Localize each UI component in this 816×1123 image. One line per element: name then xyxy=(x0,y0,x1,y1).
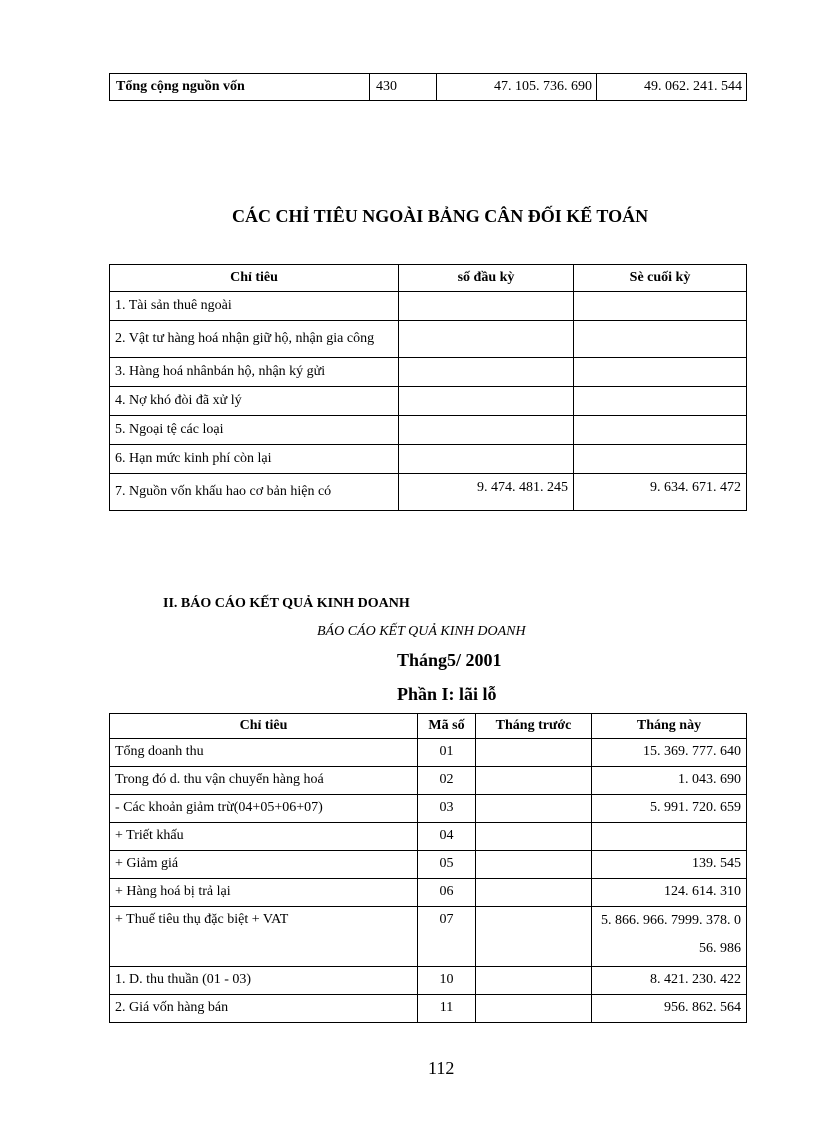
table-row xyxy=(110,416,747,445)
total-capital-table xyxy=(109,73,747,101)
row-end xyxy=(574,358,747,387)
row-end xyxy=(574,416,747,445)
table-row xyxy=(110,851,747,879)
table-row xyxy=(110,321,747,358)
row-label: 1. Tài sản thuê ngoài xyxy=(110,292,399,321)
table-row xyxy=(110,879,747,907)
row-label: - Các khoản giảm trừ(04+05+06+07) xyxy=(110,795,418,823)
offbalance-title: CÁC CHỈ TIÊU NGOÀI BẢNG CÂN ĐỐI KẾ TOÁN xyxy=(232,206,649,226)
row-end xyxy=(574,321,747,358)
offbalance-table xyxy=(109,264,747,511)
row-end xyxy=(574,387,747,416)
total-capital-label: Tổng cộng nguồn vốn xyxy=(110,74,370,101)
row-label: Trong đó d. thu vận chuyển hàng hoá xyxy=(110,767,418,795)
row-prev xyxy=(476,879,592,907)
table-row xyxy=(110,739,747,767)
table-row xyxy=(110,767,747,795)
row-code: 03 xyxy=(418,795,476,823)
row-prev xyxy=(476,795,592,823)
row-curr xyxy=(592,823,747,851)
row-label: + Triết khấu xyxy=(110,823,418,851)
table-row xyxy=(110,74,747,101)
row-label: 3. Hàng hoá nhânbán hộ, nhận ký gửi xyxy=(110,358,399,387)
row-prev xyxy=(476,907,592,967)
report-subheading: BÁO CÁO KẾT QUẢ KINH DOANH xyxy=(317,624,526,639)
row-start xyxy=(399,416,574,445)
row-start xyxy=(399,445,574,474)
row-prev xyxy=(476,967,592,995)
table-row xyxy=(110,795,747,823)
row-code: 06 xyxy=(418,879,476,907)
table-header-row xyxy=(110,714,747,739)
header-this-month: Tháng này xyxy=(592,714,747,739)
row-start xyxy=(399,358,574,387)
row-code: 11 xyxy=(418,995,476,1023)
row-start xyxy=(399,292,574,321)
header-indicator: Chỉ tiêu xyxy=(110,714,418,739)
row-label: 6. Hạn mức kinh phí còn lại xyxy=(110,445,399,474)
row-start: 9. 474. 481. 245 xyxy=(399,474,574,511)
header-code: Mã số xyxy=(418,714,476,739)
row-code: 10 xyxy=(418,967,476,995)
header-indicator: Chỉ tiêu xyxy=(110,265,399,292)
header-start: số đầu kỳ xyxy=(399,265,574,292)
row-end xyxy=(574,292,747,321)
section-heading: II. BÁO CÁO KẾT QUẢ KINH DOANH xyxy=(163,596,410,611)
row-curr: 1. 043. 690 xyxy=(592,767,747,795)
row-label: 2. Vật tư hàng hoá nhận giữ hộ, nhận gia công xyxy=(110,321,399,358)
report-month: Tháng5/ 2001 xyxy=(397,650,502,670)
row-curr: 8. 421. 230. 422 xyxy=(592,967,747,995)
table-row xyxy=(110,967,747,995)
row-curr: 5. 991. 720. 659 xyxy=(592,795,747,823)
row-code: 01 xyxy=(418,739,476,767)
row-label: Tổng doanh thu xyxy=(110,739,418,767)
row-label: 1. D. thu thuần (01 - 03) xyxy=(110,967,418,995)
report-part: Phần I: lãi lỗ xyxy=(397,684,497,704)
row-label: 5. Ngoại tệ các loại xyxy=(110,416,399,445)
row-code: 02 xyxy=(418,767,476,795)
row-end: 9. 634. 671. 472 xyxy=(574,474,747,511)
table-row xyxy=(110,358,747,387)
table-row xyxy=(110,995,747,1023)
profit-loss-table xyxy=(109,713,747,1023)
row-prev xyxy=(476,851,592,879)
row-code: 07 xyxy=(418,907,476,967)
total-capital-start: 47. 105. 736. 690 xyxy=(437,74,597,101)
row-label: + Giảm giá xyxy=(110,851,418,879)
row-start xyxy=(399,387,574,416)
row-end xyxy=(574,445,747,474)
row-prev xyxy=(476,995,592,1023)
table-header-row xyxy=(110,265,747,292)
row-label: + Hàng hoá bị trả lại xyxy=(110,879,418,907)
row-curr: 15. 369. 777. 640 xyxy=(592,739,747,767)
row-curr: 956. 862. 564 xyxy=(592,995,747,1023)
row-curr: 5. 866. 966. 7999. 378. 056. 986 xyxy=(592,907,747,967)
header-prev-month: Tháng trước xyxy=(476,714,592,739)
header-end: Sè cuối kỳ xyxy=(574,265,747,292)
row-prev xyxy=(476,823,592,851)
total-capital-code: 430 xyxy=(370,74,437,101)
table-row xyxy=(110,387,747,416)
row-label: 2. Giá vốn hàng bán xyxy=(110,995,418,1023)
row-label: + Thuế tiêu thụ đặc biệt + VAT xyxy=(110,907,418,967)
table-row xyxy=(110,823,747,851)
row-label: 7. Nguồn vốn khấu hao cơ bản hiện có xyxy=(110,474,399,511)
row-curr: 139. 545 xyxy=(592,851,747,879)
total-capital-end: 49. 062. 241. 544 xyxy=(597,74,747,101)
row-prev xyxy=(476,767,592,795)
row-label: 4. Nợ khó đòi đã xử lý xyxy=(110,387,399,416)
table-row xyxy=(110,292,747,321)
page-number: 112 xyxy=(428,1058,455,1078)
row-prev xyxy=(476,739,592,767)
table-row xyxy=(110,907,747,967)
row-start xyxy=(399,321,574,358)
row-code: 05 xyxy=(418,851,476,879)
row-code: 04 xyxy=(418,823,476,851)
table-row xyxy=(110,445,747,474)
row-curr: 124. 614. 310 xyxy=(592,879,747,907)
table-row xyxy=(110,474,747,511)
